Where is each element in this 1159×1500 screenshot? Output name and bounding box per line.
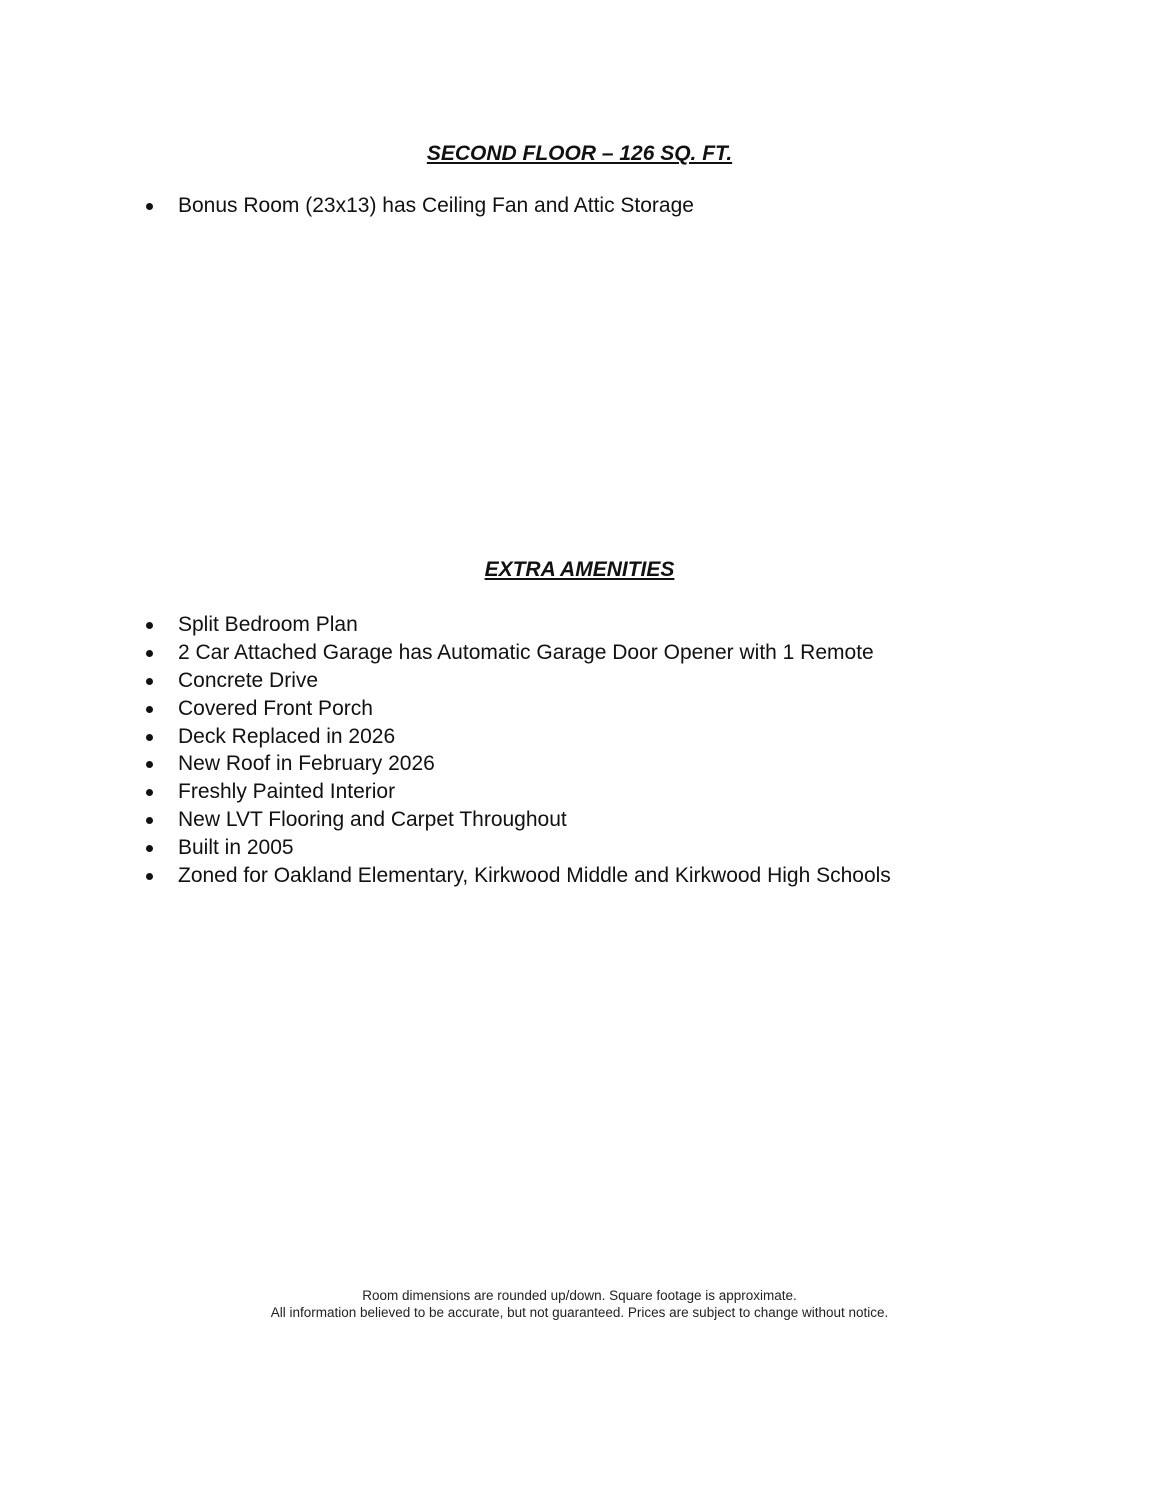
disclaimer-line-2: All information believed to be accurate, but not guaranteed. Prices are subject to change without notice. <box>270 1305 889 1320</box>
disclaimer-footer <box>0 1287 1159 1321</box>
list-item-text: New Roof in February 2026 <box>178 752 435 776</box>
bullet-icon <box>146 678 153 685</box>
bullet-icon <box>146 706 153 713</box>
list-item-text: Deck Replaced in 2026 <box>178 724 396 748</box>
list-item <box>146 695 891 723</box>
bullet-icon <box>146 650 153 657</box>
second-floor-list <box>146 192 694 220</box>
list-item <box>146 806 891 834</box>
second-floor-heading: SECOND FLOOR – 126 SQ. FT. <box>426 142 733 165</box>
list-item <box>146 778 891 806</box>
list-item-text: Concrete Drive <box>178 668 319 692</box>
list-item <box>146 611 891 639</box>
bullet-icon <box>146 845 153 852</box>
list-item <box>146 723 891 751</box>
extra-amenities-list <box>146 611 891 890</box>
bullet-icon <box>146 817 153 824</box>
list-item <box>146 192 694 220</box>
disclaimer-line-1: Room dimensions are rounded up/down. Square footage is approximate. <box>362 1288 797 1303</box>
list-item-text: Built in 2005 <box>178 836 294 860</box>
list-item-text: Split Bedroom Plan <box>178 613 358 636</box>
bullet-icon <box>146 734 153 741</box>
bullet-icon <box>146 761 153 768</box>
list-item-text: Bonus Room (23x13) has Ceiling Fan and Attic Storage <box>178 194 694 217</box>
bullet-icon <box>146 203 153 210</box>
list-item-text: New LVT Flooring and Carpet Throughout <box>178 808 567 832</box>
bullet-icon <box>146 873 153 880</box>
list-item-text: Zoned for Oakland Elementary, Kirkwood Middle and Kirkwood High Schools <box>178 864 891 888</box>
list-item <box>146 639 891 667</box>
list-item <box>146 834 891 862</box>
bullet-icon <box>146 789 153 796</box>
list-item <box>146 862 891 890</box>
list-item-text: 2 Car Attached Garage has Automatic Garage Door Opener with 1 Remote <box>178 640 874 664</box>
list-item <box>146 750 891 778</box>
list-item-text: Freshly Painted Interior <box>178 780 396 804</box>
bullet-icon <box>146 622 153 629</box>
list-item <box>146 667 891 695</box>
extra-amenities-heading: EXTRA AMENITIES <box>484 558 675 581</box>
list-item-text: Covered Front Porch <box>178 696 373 720</box>
